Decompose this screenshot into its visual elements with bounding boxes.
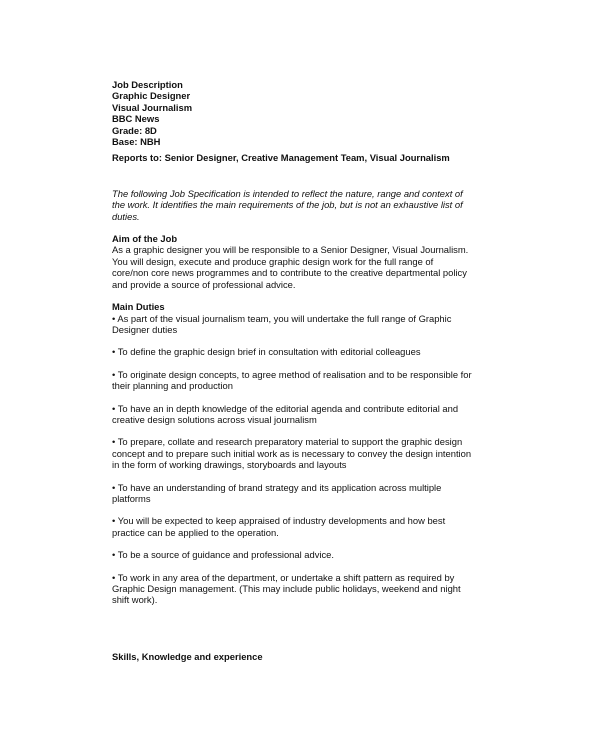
skills-heading: Skills, Knowledge and experience	[112, 650, 263, 662]
duty-item: • To have an understanding of brand strategy and its application across multiple platforms	[112, 481, 442, 504]
duty-item: • To have an in depth knowledge of the editorial agenda and contribute editorial and creative design solutions across visual journalism	[112, 402, 459, 425]
header-division: BBC News	[112, 113, 160, 125]
duty-item: • To prepare, collate and research preparatory material to support the graphic design concept and to prepare such initial work as is necessary to convey the design intention in the form of working drawings, storyboards and layouts	[112, 436, 472, 471]
duty-item: • To originate design concepts, to agree method of realisation and to be responsible for their planning and production	[112, 368, 472, 392]
aim-heading: Aim of the Job	[112, 233, 178, 245]
header-department: Visual Journalism	[112, 101, 193, 113]
header-role: Graphic Designer	[112, 90, 191, 102]
job-header	[112, 79, 472, 147]
aim-text: As a graphic designer you will be responsible to a Senior Designer, Visual Journalism. You will design, execute and produce graphic design work for the full range of core/non core news programmes and to contribute to the creative departmental policy and provide a source of professional advice.	[112, 244, 469, 290]
duty-item: • To work in any area of the department, or undertake a shift pattern as required by Graphic Design management. (This may include public holidays, weekend and night shift work).	[112, 571, 461, 606]
header-grade: Grade: 8D	[112, 124, 157, 136]
header-base: Base: NBH	[112, 136, 161, 148]
duty-item: • You will be expected to keep appraised of industry developments and how best practice can be applied to the operation.	[112, 515, 446, 538]
document-body	[112, 79, 472, 662]
intro-paragraph: The following Job Specification is intended to reflect the nature, range and context of the work. It identifies the main requirements of the job, but is not an exhaustive list of duties.	[112, 187, 463, 222]
header-title: Job Description	[112, 79, 183, 90]
duties-heading: Main Duties	[112, 301, 165, 313]
reports-to: Reports to: Senior Designer, Creative Management Team, Visual Journalism	[112, 152, 450, 164]
duty-item: • To define the graphic design brief in consultation with editorial colleagues	[112, 346, 421, 358]
duty-item: • As part of the visual journalism team, you will undertake the full range of Graphic Designer duties	[112, 312, 452, 335]
duty-item: • To be a source of guidance and professional advice.	[112, 549, 335, 561]
